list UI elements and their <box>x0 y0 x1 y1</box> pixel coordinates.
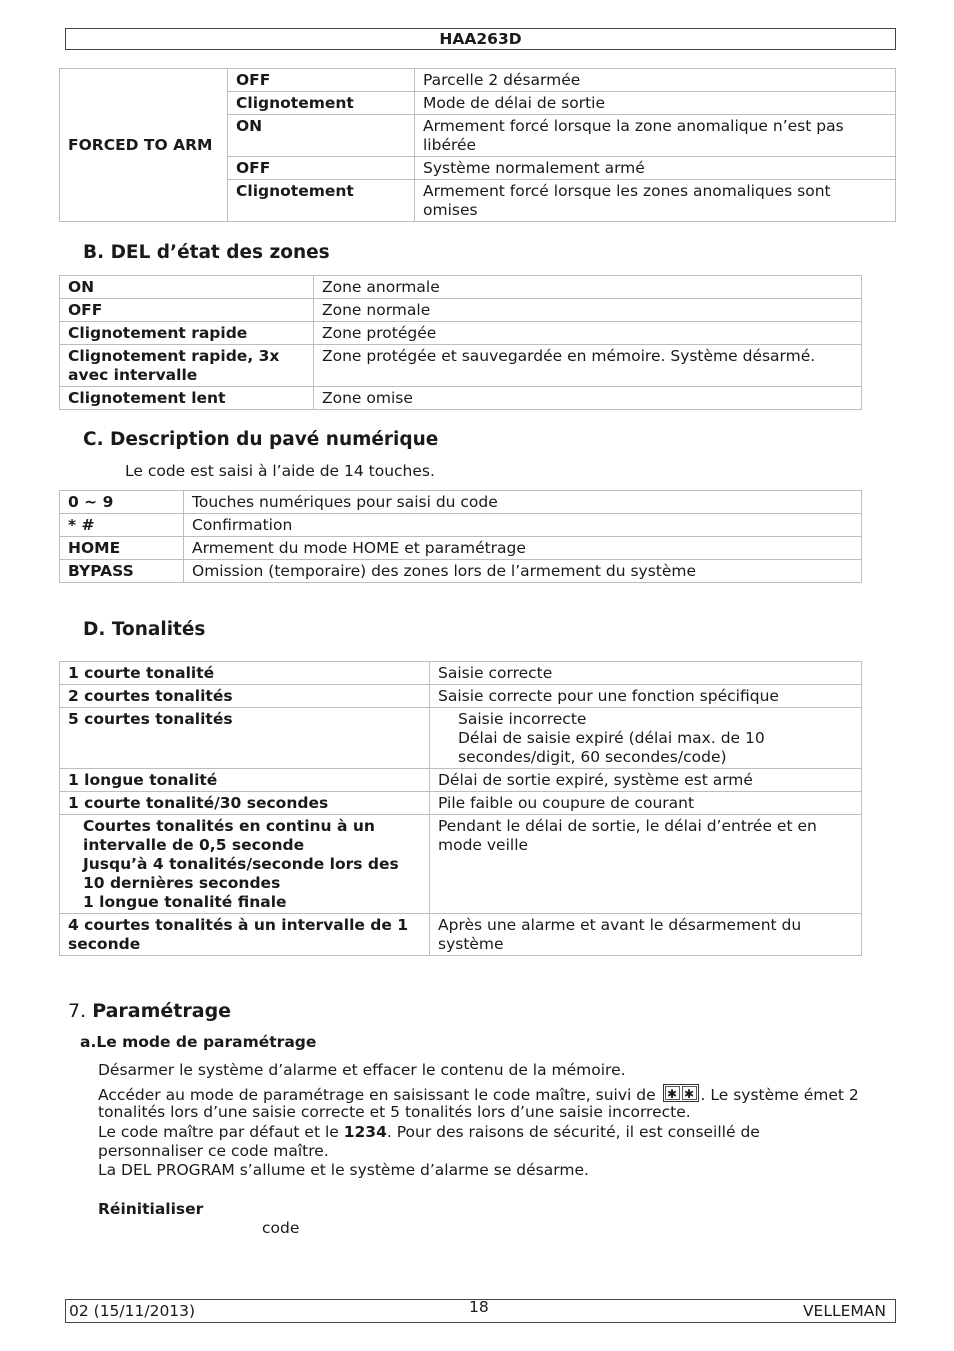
table-row <box>60 387 862 410</box>
section-b-title: B. DEL d’état des zones <box>83 242 330 263</box>
paragraph-3-line-1 <box>98 1123 760 1142</box>
section-7-title: Paramétrage <box>92 1000 232 1022</box>
tone-cell: 2 courtes tonalités <box>60 685 430 708</box>
desc-cell: Saisie correcte pour une fonction spécifique <box>430 685 862 708</box>
desc-cell: Armement forcé lorsque les zones anomaliques sont omises <box>415 180 896 222</box>
key-cell: 0 ~ 9 <box>60 491 184 514</box>
footer-version: 02 (15/11/2013) <box>69 1302 196 1320</box>
desc-cell: Parcelle 2 désarmée <box>415 69 896 92</box>
table-row <box>60 491 862 514</box>
desc-cell: Délai de sortie expiré, système est armé <box>430 769 862 792</box>
footer-page-number: 18 <box>469 1298 489 1316</box>
tone-line: Courtes tonalités en continu à un <box>83 817 375 835</box>
forced-group-cell <box>60 69 228 222</box>
table-row <box>60 537 862 560</box>
desc-cell: Armement du mode HOME et paramétrage <box>184 537 862 560</box>
desc-cell: Système normalement armé <box>415 157 896 180</box>
paragraph-4: La DEL PROGRAM s’allume et le système d’alarme se désarme. <box>98 1161 589 1179</box>
table-row <box>60 322 862 345</box>
desc-cell: Zone anormale <box>314 276 862 299</box>
paragraph-2-line-1 <box>98 1084 859 1105</box>
forced-group-label: FORCED TO ARM <box>68 136 213 154</box>
desc-cell: Pile faible ou coupure de courant <box>430 792 862 815</box>
table-row <box>60 708 862 769</box>
state-cell: Clignotement <box>228 180 415 222</box>
zone-led-table <box>59 275 862 410</box>
state-cell: Clignotement lent <box>60 387 314 410</box>
table-row <box>60 345 862 387</box>
desc-cell: Saisie correcte <box>430 662 862 685</box>
key-cell: BYPASS <box>60 560 184 583</box>
desc-cell: Après une alarme et avant le désarmement du système <box>430 914 862 956</box>
paragraph-3-text-a: Le code maître par défaut et le <box>98 1123 344 1141</box>
desc-line: Saisie incorrecte <box>458 710 587 728</box>
tone-cell: 1 longue tonalité <box>60 769 430 792</box>
model-number: HAA263D <box>439 30 522 48</box>
section-7-number: 7. <box>68 1000 87 1022</box>
reset-title: Réinitialiser <box>98 1200 204 1218</box>
keypad-table <box>59 490 862 583</box>
paragraph-2-line-2: tonalités lors d’une saisie correcte et 5 tonalités lors d’une saisie incorrecte. <box>98 1103 691 1121</box>
tone-line: 10 dernières secondes <box>83 874 281 892</box>
tone-cell: 1 courte tonalité/30 secondes <box>60 792 430 815</box>
table-row <box>60 299 862 322</box>
desc-cell: Pendant le délai de sortie, le délai d’entrée et en mode veille <box>430 815 862 914</box>
tone-cell: 4 courtes tonalités à un intervalle de 1 seconde <box>60 914 430 956</box>
paragraph-1: Désarmer le système d’alarme et effacer le contenu de la mémoire. <box>98 1061 626 1079</box>
key-cell: HOME <box>60 537 184 560</box>
tone-line: intervalle de 0,5 seconde <box>83 836 305 854</box>
tones-table <box>59 661 862 956</box>
state-cell: Clignotement rapide, 3x avec intervalle <box>60 345 314 387</box>
tone-line: 1 longue tonalité finale <box>83 893 287 911</box>
desc-cell: Zone omise <box>314 387 862 410</box>
reset-code-label: code <box>262 1219 300 1237</box>
forced-to-arm-table <box>59 68 896 222</box>
section-d-title: D. Tonalités <box>83 619 206 640</box>
desc-cell: Mode de délai de sortie <box>415 92 896 115</box>
desc-line: Délai de saisie expiré (délai max. de 10 <box>458 729 765 747</box>
state-cell: OFF <box>60 299 314 322</box>
state-cell: Clignotement <box>228 92 415 115</box>
footer-box <box>65 1299 896 1323</box>
desc-cell: Touches numériques pour saisi du code <box>184 491 862 514</box>
paragraph-3-line-2: personnaliser ce code maître. <box>98 1142 329 1160</box>
section-7-heading <box>68 999 231 1023</box>
star-star-keys-icon <box>663 1084 699 1102</box>
header-box <box>65 28 896 50</box>
default-master-code: 1234 <box>343 1123 387 1141</box>
desc-cell <box>430 708 862 769</box>
desc-line: secondes/digit, 60 secondes/code) <box>458 748 727 766</box>
footer-brand: VELLEMAN <box>802 1302 886 1320</box>
desc-cell: Zone protégée <box>314 322 862 345</box>
table-row <box>60 69 896 92</box>
state-cell: Clignotement rapide <box>60 322 314 345</box>
paragraph-2-text-a: Accéder au mode de paramétrage en saisissant le code maître, suivi de <box>98 1086 656 1104</box>
tone-cell: 1 courte tonalité <box>60 662 430 685</box>
tone-line: Jusqu’à 4 tonalités/seconde lors des <box>83 855 399 873</box>
tone-cell <box>60 815 430 914</box>
paragraph-3-text-b: . Pour des raisons de sécurité, il est conseillé de <box>386 1123 760 1141</box>
subsection-a-title: a.Le mode de paramétrage <box>80 1033 317 1051</box>
table-row <box>60 914 862 956</box>
table-row <box>60 815 862 914</box>
table-row <box>60 514 862 537</box>
paragraph-2-text-b: . Le système émet 2 <box>700 1086 859 1104</box>
desc-cell: Omission (temporaire) des zones lors de l’armement du système <box>184 560 862 583</box>
state-cell: ON <box>60 276 314 299</box>
key-cell: * # <box>60 514 184 537</box>
tone-cell: 5 courtes tonalités <box>60 708 430 769</box>
table-row <box>60 276 862 299</box>
state-cell: OFF <box>228 157 415 180</box>
table-row <box>60 560 862 583</box>
desc-cell: Zone protégée et sauvegardée en mémoire. Système désarmé. <box>314 345 862 387</box>
desc-cell: Zone normale <box>314 299 862 322</box>
state-cell: ON <box>228 115 415 157</box>
section-c-intro: Le code est saisi à l’aide de 14 touches. <box>125 462 435 480</box>
table-row <box>60 769 862 792</box>
star-key-icon: ✱ <box>665 1086 680 1100</box>
state-cell: OFF <box>228 69 415 92</box>
star-key-icon: ✱ <box>682 1086 697 1100</box>
desc-cell: Armement forcé lorsque la zone anomalique n’est pas libérée <box>415 115 896 157</box>
section-c-title: C. Description du pavé numérique <box>83 429 439 450</box>
table-row <box>60 685 862 708</box>
table-row <box>60 662 862 685</box>
desc-cell: Confirmation <box>184 514 862 537</box>
table-row <box>60 792 862 815</box>
